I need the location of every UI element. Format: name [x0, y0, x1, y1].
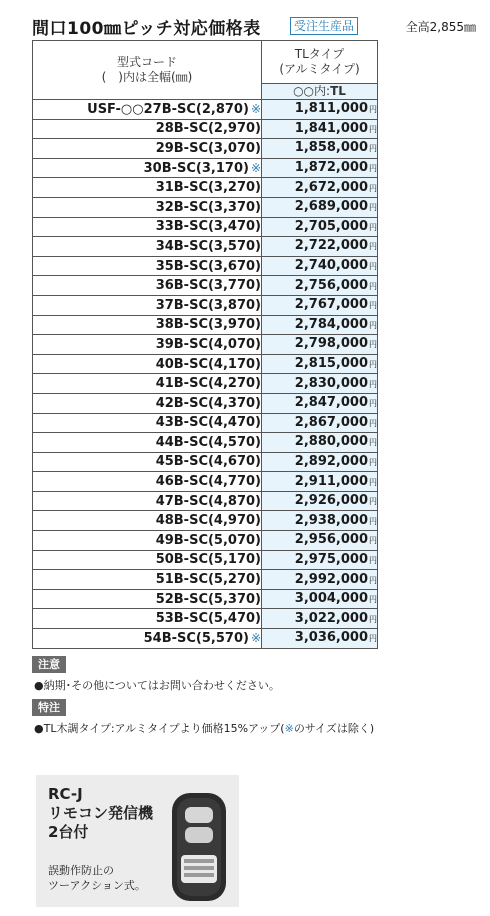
- price-value: 2,938,000: [294, 512, 368, 528]
- price-cell: [262, 295, 378, 315]
- price-cell: [262, 452, 378, 472]
- table-row: [33, 629, 378, 649]
- aluminum-type-header-label: (アルミタイプ): [279, 62, 360, 76]
- yen-unit: 円: [369, 360, 377, 370]
- yen-unit: 円: [369, 634, 377, 644]
- remote-description: [48, 863, 146, 893]
- price-cell: [262, 550, 378, 570]
- yen-unit: 円: [369, 536, 377, 546]
- model-code-cell: [33, 315, 262, 335]
- model-code: 32B-SC(3,370): [155, 199, 261, 215]
- model-code: 44B-SC(4,570): [155, 434, 261, 450]
- table-row: [33, 295, 378, 315]
- model-code: 39B-SC(4,070): [155, 336, 261, 352]
- price-value: 1,811,000: [294, 101, 368, 117]
- yen-unit: 円: [369, 418, 377, 428]
- remote-description-line1: 誤動作防止の: [48, 864, 114, 877]
- yen-unit: 円: [369, 183, 377, 193]
- reference-mark: ※: [250, 160, 261, 175]
- model-code-cell: [33, 433, 262, 453]
- total-height-note: 全高2,855㎜: [405, 20, 476, 34]
- model-code-cell: [33, 413, 262, 433]
- code-substitution-code: TL: [330, 84, 346, 98]
- price-value: 2,740,000: [294, 258, 368, 274]
- price-cell: [262, 100, 378, 120]
- yen-unit: 円: [369, 516, 377, 526]
- price-cell: [262, 178, 378, 198]
- price-cell: [262, 531, 378, 551]
- model-code-cell: [33, 276, 262, 296]
- yen-unit: 円: [369, 262, 377, 272]
- model-code: 46B-SC(4,770): [155, 474, 261, 490]
- price-value: 2,722,000: [294, 238, 368, 254]
- model-code-cell: [33, 197, 262, 217]
- yen-unit: 円: [369, 222, 377, 232]
- width-note-header-label: ( )内は全幅(㎜): [101, 70, 193, 84]
- table-row: [33, 315, 378, 335]
- model-code-cell: [33, 374, 262, 394]
- table-row: [33, 139, 378, 159]
- model-code-cell: [33, 491, 262, 511]
- model-code: 31B-SC(3,270): [155, 180, 261, 196]
- remote-model: RC-J: [48, 785, 83, 803]
- price-cell: [262, 158, 378, 178]
- price-cell: [262, 139, 378, 159]
- price-cell: [262, 335, 378, 355]
- special-order-label: 特注: [32, 699, 66, 716]
- yen-unit: 円: [369, 124, 377, 134]
- price-value: 2,767,000: [294, 297, 368, 313]
- model-code-cell: [33, 570, 262, 590]
- model-code-cell: [33, 629, 262, 649]
- model-code-cell: [33, 472, 262, 492]
- special-order-text-after: のサイズは除く): [293, 722, 375, 735]
- yen-unit: 円: [369, 105, 377, 115]
- yen-unit: 円: [369, 164, 377, 174]
- yen-unit: 円: [369, 477, 377, 487]
- price-cell: [262, 374, 378, 394]
- price-value: 2,867,000: [294, 414, 368, 430]
- model-code: 37B-SC(3,870): [155, 297, 261, 313]
- price-cell: [262, 197, 378, 217]
- model-code-cell: [33, 335, 262, 355]
- model-code: 29B-SC(3,070): [155, 140, 261, 156]
- table-row: [33, 393, 378, 413]
- model-code: 30B-SC(3,170): [143, 160, 249, 176]
- table-row: [33, 570, 378, 590]
- table-row: [33, 491, 378, 511]
- remote-fob-icon: [168, 791, 230, 903]
- model-code: 45B-SC(4,670): [155, 454, 261, 470]
- table-row: [33, 433, 378, 453]
- price-table: [32, 40, 378, 649]
- price-cell: [262, 413, 378, 433]
- price-value: 1,841,000: [294, 120, 368, 136]
- caution-label: 注意: [32, 656, 66, 673]
- model-code-cell: [33, 158, 262, 178]
- code-substitution-prefix: ○○内:: [293, 84, 331, 98]
- price-cell: [262, 354, 378, 374]
- yen-unit: 円: [369, 497, 377, 507]
- yen-unit: 円: [369, 242, 377, 252]
- price-cell: [262, 256, 378, 276]
- model-code: 41B-SC(4,270): [155, 376, 261, 392]
- yen-unit: 円: [369, 399, 377, 409]
- price-value: 3,036,000: [294, 630, 368, 646]
- price-cell: [262, 570, 378, 590]
- model-code: 51B-SC(5,270): [155, 572, 261, 588]
- price-value: 3,004,000: [294, 591, 368, 607]
- price-value: 2,784,000: [294, 316, 368, 332]
- yen-unit: 円: [369, 438, 377, 448]
- model-code-header-label: 型式コード: [116, 55, 177, 69]
- table-row: [33, 511, 378, 531]
- model-code: 48B-SC(4,970): [155, 513, 261, 529]
- price-value: 2,672,000: [294, 179, 368, 195]
- remote-name: リモコン発信機: [48, 804, 154, 822]
- model-code-cell: [33, 550, 262, 570]
- price-value: 2,892,000: [294, 453, 368, 469]
- remote-description-line2: ツーアクション式。: [48, 879, 146, 892]
- table-row: [33, 531, 378, 551]
- model-code: 35B-SC(3,670): [155, 258, 261, 274]
- model-code-cell: [33, 295, 262, 315]
- yen-unit: 円: [369, 144, 377, 154]
- yen-unit: 円: [369, 320, 377, 330]
- table-row: [33, 609, 378, 629]
- price-cell: [262, 393, 378, 413]
- model-code-cell: [33, 139, 262, 159]
- yen-unit: 円: [369, 340, 377, 350]
- page-title: 間口100㎜ピッチ対応価格表: [32, 19, 261, 39]
- code-substitution-header: [262, 84, 378, 100]
- model-code-cell: [33, 511, 262, 531]
- table-row: [33, 256, 378, 276]
- model-code: 36B-SC(3,770): [155, 278, 261, 294]
- price-cell: [262, 237, 378, 257]
- price-value: 2,798,000: [294, 336, 368, 352]
- table-row: [33, 452, 378, 472]
- price-cell: [262, 276, 378, 296]
- price-value: 2,911,000: [294, 473, 368, 489]
- yen-unit: 円: [369, 281, 377, 291]
- model-code-cell: [33, 354, 262, 374]
- price-cell: [262, 589, 378, 609]
- reference-mark: ※: [250, 101, 261, 116]
- table-row: [33, 158, 378, 178]
- price-cell: [262, 472, 378, 492]
- price-rows: [33, 100, 378, 649]
- model-code-cell: [33, 531, 262, 551]
- model-code: 43B-SC(4,470): [155, 415, 261, 431]
- price-value: 2,880,000: [294, 434, 368, 450]
- special-order-text: [34, 720, 374, 736]
- tl-type-header: [262, 41, 378, 84]
- header: [32, 14, 480, 38]
- price-value: 2,830,000: [294, 375, 368, 391]
- model-code-cell: [33, 609, 262, 629]
- remote-title: [48, 785, 153, 842]
- table-row: [33, 178, 378, 198]
- model-code: 49B-SC(5,070): [155, 532, 261, 548]
- special-order-mark: ※: [284, 722, 294, 735]
- model-code: 52B-SC(5,370): [155, 591, 261, 607]
- model-code-cell: [33, 393, 262, 413]
- price-value: 2,992,000: [294, 571, 368, 587]
- model-code: 50B-SC(5,170): [155, 552, 261, 568]
- table-row: [33, 197, 378, 217]
- model-code-header: [33, 41, 262, 100]
- yen-unit: 円: [369, 379, 377, 389]
- yen-unit: 円: [369, 575, 377, 585]
- remote-control-card: [36, 775, 239, 907]
- price-cell: [262, 629, 378, 649]
- caution-text: ●納期･その他についてはお問い合わせください。: [34, 679, 280, 692]
- model-code: 40B-SC(4,170): [155, 356, 261, 372]
- price-cell: [262, 217, 378, 237]
- model-code: 47B-SC(4,870): [155, 493, 261, 509]
- yen-unit: 円: [369, 595, 377, 605]
- yen-unit: 円: [369, 457, 377, 467]
- price-value: 2,975,000: [294, 551, 368, 567]
- model-code: 53B-SC(5,470): [155, 611, 261, 627]
- reference-mark: ※: [250, 630, 261, 645]
- table-row: [33, 589, 378, 609]
- price-value: 2,956,000: [294, 532, 368, 548]
- table-row: [33, 354, 378, 374]
- model-code-cell: [33, 178, 262, 198]
- price-value: 2,689,000: [294, 199, 368, 215]
- price-cell: [262, 433, 378, 453]
- model-code-cell: [33, 589, 262, 609]
- price-value: 1,858,000: [294, 140, 368, 156]
- model-code: 38B-SC(3,970): [155, 317, 261, 333]
- model-code: 28B-SC(2,970): [155, 121, 261, 137]
- made-to-order-badge: 受注生産品: [290, 17, 358, 35]
- price-cell: [262, 491, 378, 511]
- table-row: [33, 276, 378, 296]
- model-code-cell: [33, 237, 262, 257]
- table-row: [33, 335, 378, 355]
- price-cell: [262, 511, 378, 531]
- model-code-cell: [33, 100, 262, 120]
- yen-unit: 円: [369, 301, 377, 311]
- model-code-cell: [33, 256, 262, 276]
- table-row: [33, 237, 378, 257]
- table-row: [33, 413, 378, 433]
- model-code-cell: [33, 217, 262, 237]
- price-value: 3,022,000: [294, 610, 368, 626]
- price-cell: [262, 609, 378, 629]
- yen-unit: 円: [369, 555, 377, 565]
- model-code: 34B-SC(3,570): [155, 238, 261, 254]
- yen-unit: 円: [369, 203, 377, 213]
- price-value: 2,815,000: [294, 356, 368, 372]
- table-row: [33, 119, 378, 139]
- price-value: 2,756,000: [294, 277, 368, 293]
- table-row: [33, 217, 378, 237]
- model-code: 42B-SC(4,370): [155, 395, 261, 411]
- model-code: 54B-SC(5,570): [143, 630, 249, 646]
- price-value: 2,847,000: [294, 395, 368, 411]
- table-row: [33, 374, 378, 394]
- remote-quantity: 2台付: [48, 823, 89, 841]
- table-row: [33, 550, 378, 570]
- tl-type-header-label: TLタイプ: [294, 47, 345, 61]
- price-value: 2,926,000: [294, 493, 368, 509]
- price-cell: [262, 315, 378, 335]
- model-code-cell: [33, 119, 262, 139]
- special-order-text-before: ●TL木調タイプ:アルミタイプより価格15%アップ(: [34, 722, 285, 735]
- price-value: 2,705,000: [294, 218, 368, 234]
- price-value: 1,872,000: [294, 160, 368, 176]
- model-code: USF-○○27B-SC(2,870): [87, 101, 249, 117]
- price-cell: [262, 119, 378, 139]
- model-code: 33B-SC(3,470): [155, 219, 261, 235]
- yen-unit: 円: [369, 614, 377, 624]
- table-row: [33, 100, 378, 120]
- table-row: [33, 472, 378, 492]
- model-code-cell: [33, 452, 262, 472]
